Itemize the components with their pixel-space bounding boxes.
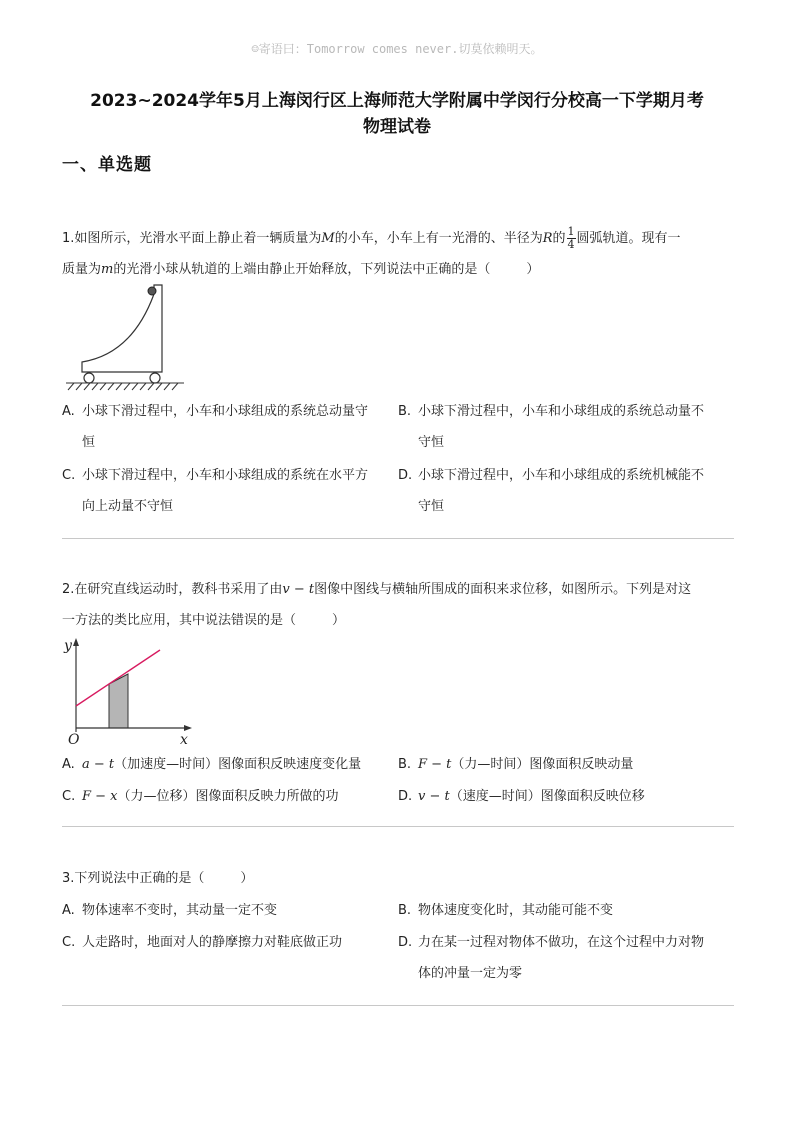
option-label: B. (398, 903, 412, 918)
wheel-right (150, 373, 160, 383)
option-label: D. (398, 468, 413, 483)
option-text: 小球下滑过程中，小车和小球组成的系统在水平方 (82, 468, 369, 483)
ground-surface (66, 383, 184, 390)
cart-body (82, 285, 162, 372)
option-label: A. (62, 757, 75, 772)
q3-option-b[interactable] (398, 895, 734, 926)
q1-text-e: 质量为 (62, 262, 102, 277)
option-label: D. (398, 789, 413, 804)
option-label: C. (62, 468, 76, 483)
fraction-numerator: 1 (567, 225, 575, 238)
y-axis-arrow (73, 638, 79, 646)
cart-with-quarter-arc-figure (62, 282, 188, 394)
q1-text-a: 1.如图所示，光滑水平面上静止着一辆质量为 (62, 231, 322, 246)
option-text: 物体速率不变时，其动量一定不变 (82, 903, 278, 918)
question-1-line-1 (62, 223, 734, 254)
small-ball (148, 287, 156, 295)
q3-option-c[interactable] (62, 927, 392, 958)
option-text: （力—时间）图像面积反映动量 (451, 757, 634, 772)
origin-label: O (68, 732, 80, 748)
option-text: 小球下滑过程中，小车和小球组成的系统机械能不 (418, 468, 705, 483)
fraction-denominator: 4 (567, 238, 575, 251)
option-text: 小球下滑过程中，小车和小球组成的系统总动量不 (418, 404, 705, 419)
section-heading: 一、单选题 (62, 155, 152, 175)
question-3-stem (62, 863, 734, 894)
q1-var-m: m (101, 262, 114, 277)
q1-option-d[interactable] (398, 460, 734, 522)
q2-option-d[interactable] (398, 781, 734, 812)
q2-option-b[interactable] (398, 749, 734, 780)
y-axis-label: y (64, 638, 72, 654)
option-text-cont: 向上动量不守恒 (82, 499, 174, 514)
page-title (40, 88, 754, 140)
q3-text-close: ） (240, 871, 254, 886)
q2-text-close: ） (332, 613, 346, 628)
question-2-line-2 (62, 605, 734, 636)
watermark: ☺寄语曰：Tomorrow comes never.切莫依赖明天。 (251, 42, 543, 56)
option-text: （力—位移）图像面积反映力所做的功 (117, 789, 339, 804)
q1-option-c[interactable] (62, 460, 392, 522)
q2-text-b: 图像中图线与横轴所围成的面积来求位移，如图所示。下列是对这 (314, 582, 692, 597)
q2-option-a[interactable] (62, 749, 392, 780)
question-divider (62, 826, 734, 827)
q2-text-c: 一方法的类比应用，其中说法错误的是（ (62, 613, 297, 628)
question-2-line-1 (62, 574, 734, 605)
line-graph-figure (62, 636, 196, 748)
x-axis-arrow (184, 725, 192, 731)
option-label: C. (62, 935, 76, 950)
option-text: （速度—时间）图像面积反映位移 (449, 789, 645, 804)
q3-option-d[interactable] (398, 927, 734, 989)
q1-text-d: 圆弧轨道。现有一 (576, 231, 681, 246)
option-text: （加速度—时间）图像面积反映速度变化量 (114, 757, 362, 772)
option-math: v − t (418, 789, 450, 804)
fraction-one-quarter (567, 226, 576, 251)
q2-text-a: 2.在研究直线运动时，教科书采用了由 (62, 582, 283, 597)
option-text: 物体速度变化时，其动能可能不变 (418, 903, 614, 918)
q1-var-R: R (542, 231, 553, 246)
option-text-cont: 守恒 (418, 435, 445, 450)
option-text-cont: 守恒 (418, 499, 445, 514)
question-1-stem (62, 223, 734, 285)
option-text-cont: 体的冲量一定为零 (418, 966, 523, 981)
question-divider (62, 1005, 734, 1006)
option-math: a − t (82, 757, 115, 772)
wheel-left (84, 373, 94, 383)
option-label: A. (62, 903, 75, 918)
q1-text-b: 的小车，小车上有一光滑的、半径为 (334, 231, 543, 246)
question-divider (62, 538, 734, 539)
option-label: A. (62, 404, 75, 419)
option-math: F − t (418, 757, 452, 772)
option-label: B. (398, 404, 412, 419)
x-axis-label: x (180, 732, 188, 748)
option-text: 人走路时，地面对人的静摩擦力对鞋底做正功 (82, 935, 343, 950)
option-text-cont: 恒 (82, 435, 96, 450)
question-1-line-2 (62, 254, 734, 285)
option-text: 小球下滑过程中，小车和小球组成的系统总动量守 (82, 404, 369, 419)
q2-option-c[interactable] (62, 781, 392, 812)
q1-text-f: 的光滑小球从轨道的上端由静止开始释放，下列说法中正确的是（ (113, 262, 491, 277)
option-label: B. (398, 757, 412, 772)
q3-text: 3.下列说法中正确的是（ (62, 871, 205, 886)
q1-option-a[interactable] (62, 396, 392, 458)
q1-text-close: ） (526, 262, 540, 277)
option-label: C. (62, 789, 76, 804)
option-label: D. (398, 935, 413, 950)
option-math: F − x (82, 789, 118, 804)
q1-var-M: M (321, 231, 335, 246)
q2-math-vt: v − t (282, 582, 315, 597)
q1-text-c: 的 (552, 231, 566, 246)
q1-option-b[interactable] (398, 396, 734, 458)
option-text: 力在某一过程对物体不做功，在这个过程中力对物 (418, 935, 705, 950)
title-line-2: 物理试卷 (363, 117, 431, 137)
title-line-1: 2023~2024学年5月上海闵行区上海师范大学附属中学闵行分校高一下学期月考 (90, 91, 704, 111)
question-2-stem (62, 574, 734, 636)
q3-option-a[interactable] (62, 895, 392, 926)
